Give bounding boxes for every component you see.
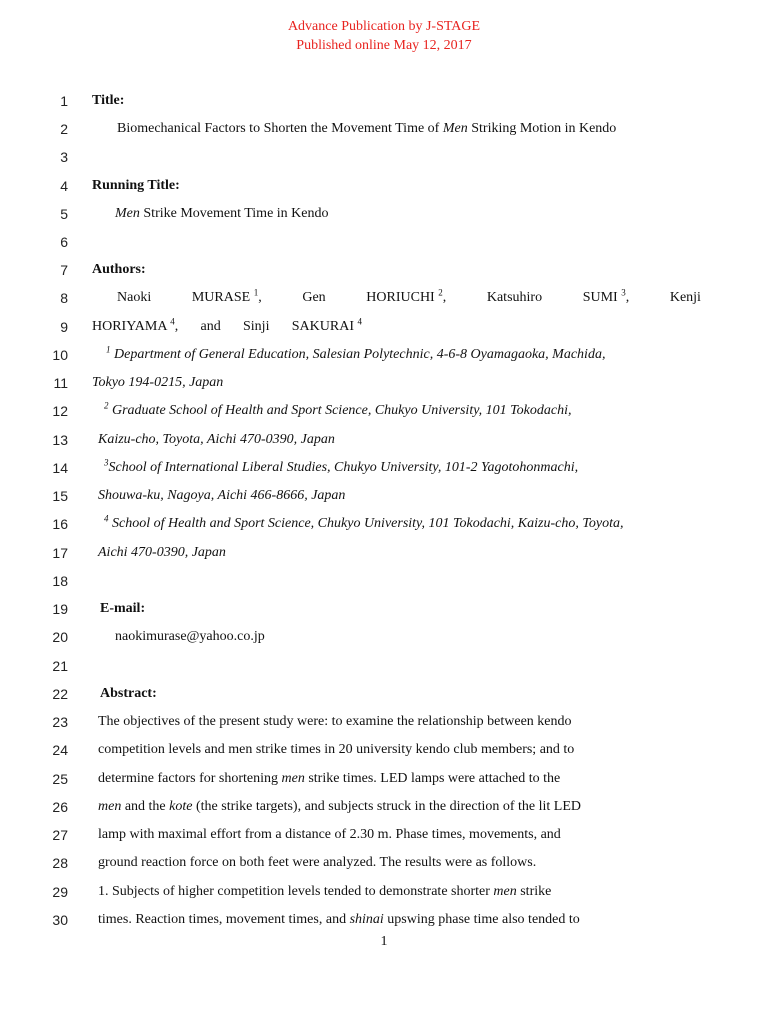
text-segment: strike times. LED lamps were attached to the [304,771,561,786]
document-line [0,260,768,280]
document-line [0,543,768,563]
page-number: 1 [380,934,388,949]
document-line [0,91,768,111]
superscript: 3 [621,287,626,298]
text-segment: School of International Liberal Studies, Chukyo University, 101-2 Yagotohonmachi, [108,460,579,475]
text-segment: ground reaction force on both feet were analyzed. The results were as follows. [98,855,537,870]
line-text [98,486,345,506]
line-text [104,401,571,421]
line-number: 10 [52,347,68,363]
line-text [98,740,574,760]
line-number: 2 [60,121,68,137]
line-text [104,514,623,534]
line-number: 27 [52,827,68,843]
line-text [100,599,145,619]
text-segment: Striking Motion in Kendo [467,121,617,136]
document-line [0,514,768,534]
text-segment: Gen [302,290,326,305]
superscript: 4 [104,513,109,524]
word [243,317,269,337]
text-segment: upswing phase time also tended to [383,912,580,927]
document-line [0,656,768,676]
line-text [92,91,124,111]
line-text [98,825,561,845]
line-number: 6 [60,234,68,250]
document-line [0,712,768,732]
word [117,288,151,308]
line-number: 3 [60,149,68,165]
text-segment: School of Health and Sport Science, Chukyo University, 101 Tokodachi, Kaizu-cho, Toyota, [108,516,624,531]
line-text [92,260,146,280]
superscript: 1 [106,344,111,355]
text-segment: SAKURAI [291,319,358,334]
line-text [98,769,560,789]
document-line [0,430,768,450]
word [200,317,220,337]
text-segment: MURASE [191,290,254,305]
text-segment: kote [169,799,193,814]
section-heading: Title: [92,93,125,108]
text-segment: strike [516,884,552,899]
word [92,317,178,337]
line-number: 4 [60,178,68,194]
line-number: 20 [52,629,68,645]
document-line [0,825,768,845]
text-segment: The objectives of the present study were: to examine the relationship between kendo [98,714,572,729]
publication-header-line1: Advance Publication by J-STAGE [287,19,481,34]
text-segment: men [493,884,517,899]
text-segment: Department of General Education, Salesian Polytechnic, 4-6-8 Oyamagaoka, Machida, [110,347,606,362]
line-text [92,317,362,337]
document-line [0,373,768,393]
word [583,288,630,308]
text-segment: 1. Subjects of higher competition levels tended to demonstrate shorter [98,884,494,899]
text-segment: naokimurase@yahoo.co.jp [115,629,265,644]
document-line [0,882,768,902]
document-line [0,458,768,478]
document-line [0,232,768,252]
line-text [98,882,551,902]
line-number: 11 [53,375,68,391]
text-segment: Graduate School of Health and Sport Science, Chukyo University, 101 Tokodachi, [108,403,572,418]
line-text [104,458,578,478]
line-number: 12 [52,403,68,419]
document-line [0,910,768,930]
line-number: 30 [52,912,68,928]
text-segment: , [258,290,262,305]
text-segment: Aichi 470-0390, Japan [98,545,226,560]
line-number: 5 [60,206,68,222]
document-line [0,853,768,873]
superscript: 3 [104,457,109,468]
text-segment: Shouwa-ku, Nagoya, Aichi 466-8666, Japan [98,488,346,503]
document-line [0,345,768,365]
document-line [0,288,768,308]
line-text [98,430,335,450]
text-segment: Kenji [669,290,701,305]
line-number: 9 [60,319,68,335]
document-line [0,317,768,337]
text-segment: Strike Movement Time in Kendo [139,206,329,221]
line-number: 21 [52,658,68,674]
text-segment: men [281,771,305,786]
text-segment: (the strike targets), and subjects struck in the direction of the lit LED [192,799,582,814]
line-number: 13 [52,432,68,448]
line-text [98,797,581,817]
document-line [0,684,768,704]
line-number: 17 [52,545,68,561]
document-line [0,571,768,591]
document-line [0,627,768,647]
text-segment: determine factors for shortening [98,771,282,786]
superscript: 4 [357,316,362,327]
text-segment: Biomechanical Factors to Shorten the Movement Time of [117,121,443,136]
word [302,288,325,308]
document-line [0,401,768,421]
superscript: 2 [438,287,443,298]
superscript: 2 [104,400,109,411]
text-segment: and [200,319,221,334]
line-number: 22 [52,686,68,702]
text-segment: HORIUCHI [366,290,439,305]
line-number: 16 [52,516,68,532]
line-number: 26 [52,799,68,815]
line-text [115,627,265,647]
document-line [0,769,768,789]
line-text [98,543,226,563]
line-number: 14 [52,460,68,476]
line-number: 15 [52,488,68,504]
line-text [98,910,580,930]
word [192,288,262,308]
line-number: 1 [60,93,68,109]
text-segment: Men [115,206,140,221]
document-line [0,486,768,506]
text-segment: SUMI [582,290,622,305]
line-number: 18 [52,573,68,589]
line-text [100,684,157,704]
line-number: 19 [52,601,68,617]
word [670,288,701,308]
line-number: 8 [60,290,68,306]
word [366,288,446,308]
text-segment: competition levels and men strike times in 20 university kendo club members; and to [98,742,575,757]
text-segment: , [174,319,179,334]
section-heading: Authors: [92,262,146,277]
document-line [0,176,768,196]
section-heading: Abstract: [100,686,157,701]
line-text [92,176,180,196]
publication-header-line2: Published online May 12, 2017 [296,38,472,53]
line-number: 28 [52,855,68,871]
superscript: 4 [170,316,175,327]
text-segment: shinai [349,912,384,927]
line-text [92,373,223,393]
line-number: 23 [52,714,68,730]
text-segment: men [98,799,122,814]
text-segment: times. Reaction times, movement times, and [98,912,350,927]
text-segment: , [625,290,630,305]
line-number: 25 [52,771,68,787]
line-text [98,853,536,873]
text-segment: Naoki [117,290,152,305]
line-number: 7 [60,262,68,278]
line-number: 24 [52,742,68,758]
document-line [0,599,768,619]
document-line [0,119,768,139]
text-segment: Katsuhiro [486,290,543,305]
section-heading: Running Title: [92,178,180,193]
document-line [0,797,768,817]
line-text [98,712,572,732]
line-text [106,345,605,365]
text-segment: , [442,290,447,305]
text-segment: lamp with maximal effort from a distance of 2.30 m. Phase times, movements, and [98,827,561,842]
text-segment: Kaizu-cho, Toyota, Aichi 470-0390, Japan [98,432,335,447]
superscript: 1 [253,287,259,298]
word [487,288,542,308]
publication-header [0,17,768,55]
document-line [0,740,768,760]
text-segment: Men [442,121,468,136]
document-line [0,147,768,167]
word [292,317,362,337]
text-segment: HORIYAMA [92,319,171,334]
line-text [117,119,616,139]
line-text [117,288,701,308]
text-segment: Tokyo 194-0215, Japan [92,375,224,390]
text-segment: and the [121,799,170,814]
line-text [115,204,329,224]
section-heading: E-mail: [100,601,146,616]
text-segment: Sinji [243,319,270,334]
document-line [0,204,768,224]
line-number: 29 [52,884,68,900]
